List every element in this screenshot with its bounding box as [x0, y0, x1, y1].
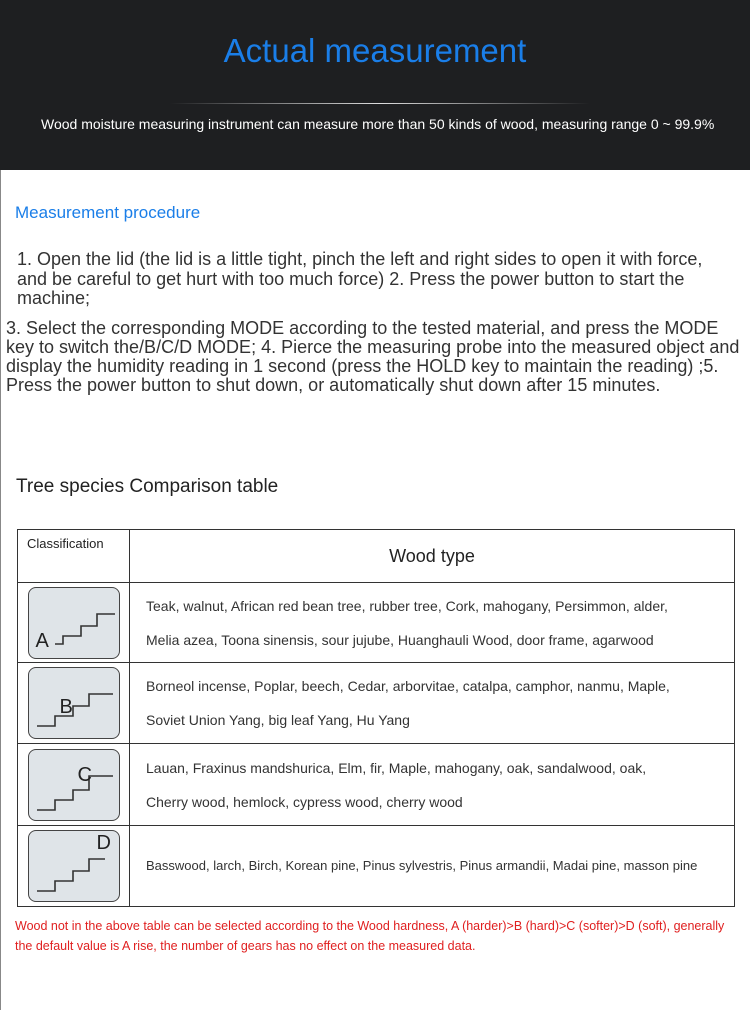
wood-type-line: Teak, walnut, African red bean tree, rubber tree, Cork, mahogany, Persimmon, alder,	[146, 597, 668, 614]
table-title: Tree species Comparison table	[16, 476, 279, 497]
stairs-b-icon	[28, 667, 120, 739]
class-letter: B	[59, 696, 73, 718]
class-letter: D	[96, 832, 111, 854]
class-letter: A	[35, 629, 49, 652]
header-banner	[0, 0, 750, 170]
species-table	[17, 529, 735, 907]
wood-type-cell	[130, 826, 735, 907]
wood-type-line: Basswood, larch, Birch, Korean pine, Pinus sylvestris, Pinus armandii, Madai pine, masson pine	[146, 858, 698, 873]
page-left-border	[0, 170, 1, 1010]
classification-cell	[18, 744, 130, 826]
stairs-a-icon	[28, 587, 120, 659]
table-row	[18, 744, 735, 826]
wood-type-cell	[130, 744, 735, 826]
procedure-title: Measurement procedure	[15, 203, 201, 222]
wood-type-cell	[130, 663, 735, 744]
procedure-step-1-2: 1. Open the lid (the lid is a little tight, pinch the left and right sides to open it with force, and be careful to get hurt with too much force) 2. Press the power button to start the machine;	[17, 249, 703, 308]
procedure-step-3-5: 3. Select the corresponding MODE according to the tested material, and press the MODE key to switch the/B/C/D MODE; 4. Pierce the measuring probe into the measured object and display the humidity reading in 1 second (press the HOLD key to maintain the reading) ;5. Press the power button to shut down, or automatically shut down after 15 minutes.	[6, 318, 740, 395]
table-row	[18, 826, 735, 907]
hardness-note: Wood not in the above table can be selected according to the Wood hardness, A (harder)>B (hard)>C (softer)>D (soft), generally the default value is A rise, the number of gears has no effect on the measured data.	[15, 919, 725, 953]
page-title: Actual measurement	[223, 32, 527, 69]
wood-type-line: Cherry wood, hemlock, cypress wood, cherry wood	[146, 793, 463, 810]
header-divider	[170, 103, 590, 104]
table-row	[18, 583, 735, 663]
wood-type-line: Borneol incense, Poplar, beech, Cedar, arborvitae, catalpa, camphor, nanmu, Maple,	[146, 678, 670, 694]
table-row	[18, 663, 735, 744]
header-wood-type: Wood type	[130, 530, 735, 583]
classification-cell	[18, 826, 130, 907]
classification-cell	[18, 663, 130, 744]
wood-type-line: Soviet Union Yang, big leaf Yang, Hu Yang	[146, 712, 410, 728]
classification-cell	[18, 583, 130, 663]
header-classification: Classification	[18, 530, 130, 583]
wood-type-line: Melia azea, Toona sinensis, sour jujube, Huanghauli Wood, door frame, agarwood	[146, 631, 654, 648]
stairs-c-icon	[28, 749, 120, 821]
class-letter: C	[77, 763, 92, 786]
wood-type-line: Lauan, Fraxinus mandshurica, Elm, fir, Maple, mahogany, oak, sandalwood, oak,	[146, 759, 647, 776]
stairs-d-icon	[28, 830, 120, 902]
wood-type-cell	[130, 583, 735, 663]
table-header-row	[18, 530, 735, 583]
header-description: Wood moisture measuring instrument can measure more than 50 kinds of wood, measuring range 0 ~ 99.9%	[41, 116, 715, 132]
